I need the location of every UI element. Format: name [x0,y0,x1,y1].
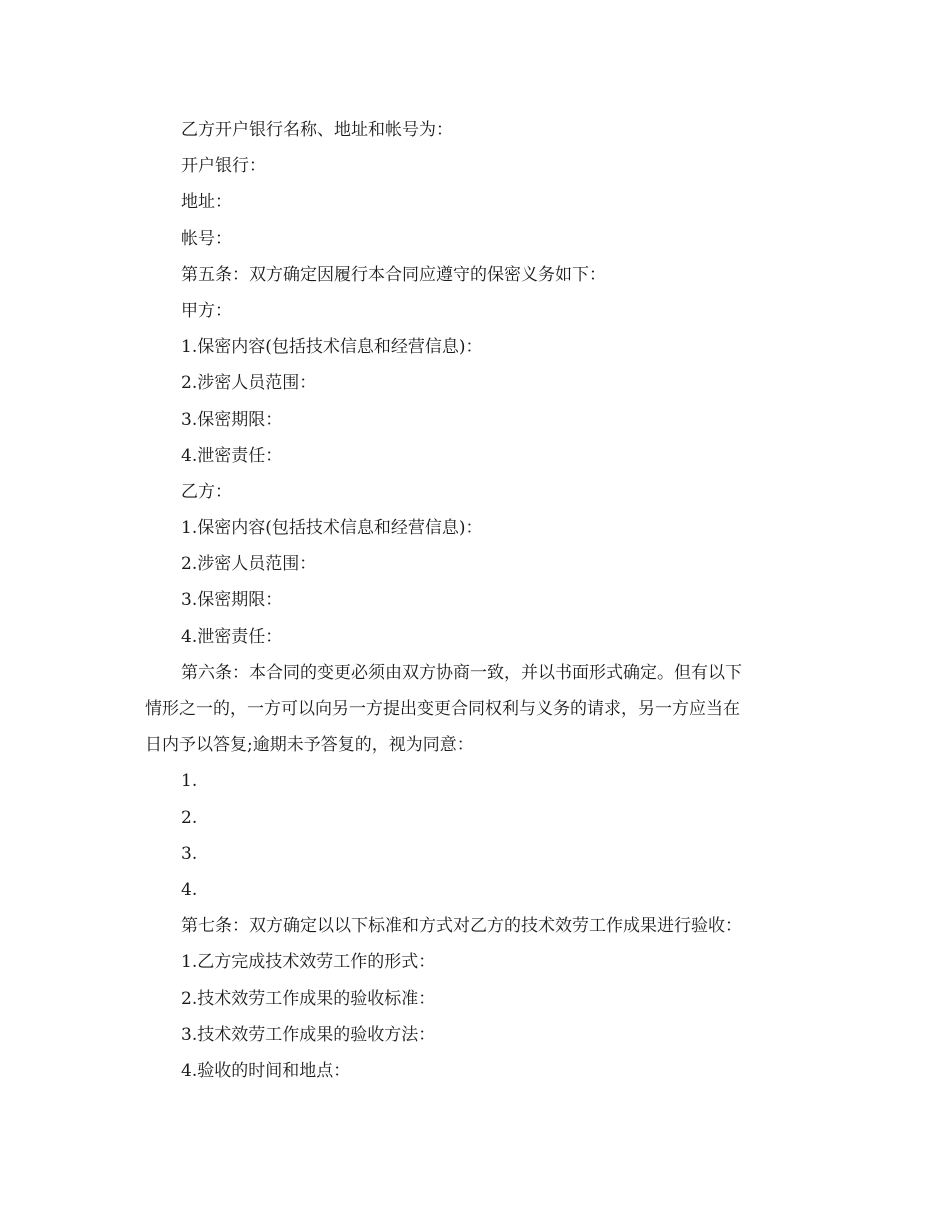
article-6-item-4: 4. [181,879,198,900]
party-a-item-4: 4.泄密责任： [181,445,283,466]
article-6-line-3: 日内予以答复;逾期未予答复的，视为同意： [145,735,474,756]
article-7-item-4: 4.验收的时间和地点： [181,1060,351,1081]
party-b-item-1: 1.保密内容(包括技术信息和经营信息)： [181,518,483,539]
party-b-label: 乙方： [181,481,232,502]
bank-name-field: 开户银行： [181,156,266,177]
bank-account-field: 帐号： [181,228,232,249]
bank-address-field: 地址： [181,192,232,213]
article-7-item-3: 3.技术效劳工作成果的验收方法： [181,1024,436,1045]
party-b-item-3: 3.保密期限： [181,590,283,611]
article-7-item-2: 2.技术效劳工作成果的验收标准： [181,988,436,1009]
party-a-item-3: 3.保密期限： [181,409,283,430]
party-a-label: 甲方： [181,300,232,321]
article-6-item-2: 2. [181,807,198,828]
party-a-item-2: 2.涉密人员范围： [181,373,317,394]
document-body [145,112,810,1089]
party-a-item-1: 1.保密内容(包括技术信息和经营信息)： [181,337,483,358]
article-7-heading: 第七条：双方确定以以下标准和方式对乙方的技术效劳工作成果进行验收： [181,916,742,937]
bank-info-heading: 乙方开户银行名称、地址和帐号为： [181,120,453,140]
article-6-item-1: 1. [181,771,198,792]
party-b-item-2: 2.涉密人员范围： [181,554,317,575]
article-6-line-2: 情形之一的，一方可以向另一方提出变更合同权利与义务的请求，另一方应当在 [145,699,740,719]
article-5-heading: 第五条：双方确定因履行本合同应遵守的保密义务如下： [181,264,606,285]
article-7-item-1: 1.乙方完成技术效劳工作的形式： [181,952,436,973]
article-6-item-3: 3. [181,843,198,864]
article-6-line-1: 第六条：本合同的变更必须由双方协商一致，并以书面形式确定。但有以下 [181,662,742,683]
party-b-item-4: 4.泄密责任： [181,626,283,647]
